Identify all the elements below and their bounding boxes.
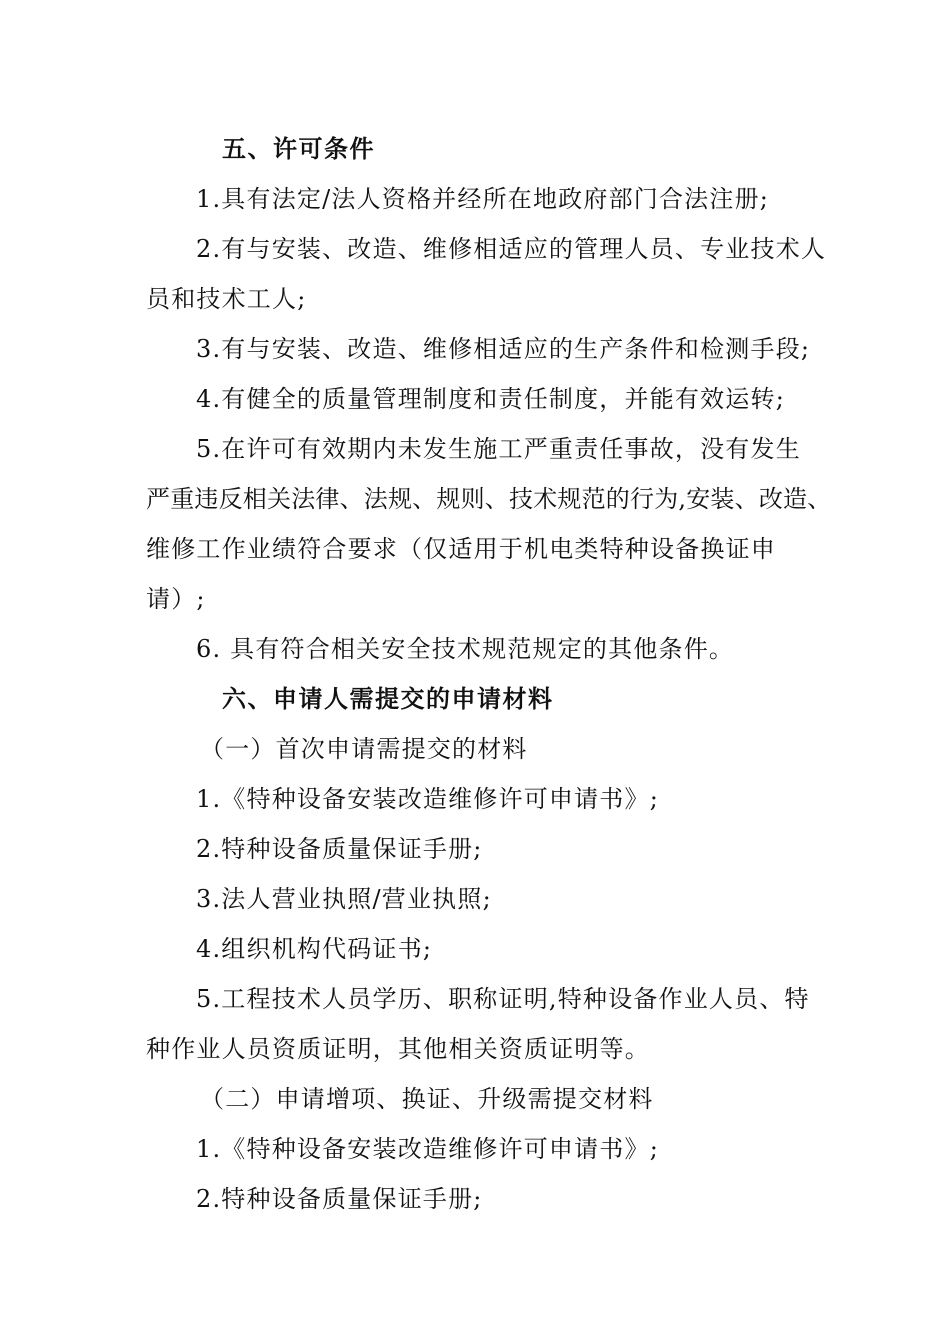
section-6-heading: 六、申请人需提交的申请材料	[222, 685, 554, 713]
material-item-3: 3.法人营业执照/营业执照;	[196, 885, 492, 913]
condition-item-2: 2.有与安装、改造、维修相适应的管理人员、专业技术人	[196, 235, 827, 263]
material-item-2: 2.特种设备质量保证手册;	[196, 835, 483, 863]
condition-item-3: 3.有与安装、改造、维修相适应的生产条件和检测手段;	[196, 335, 811, 363]
subsection-1-title: （一）首次申请需提交的材料	[200, 735, 528, 763]
renewal-item-2: 2.特种设备质量保证手册;	[196, 1185, 483, 1213]
section-5-heading: 五、许可条件	[222, 135, 375, 163]
condition-item-2-cont: 员和技术工人;	[146, 285, 307, 313]
condition-item-6: 6. 具有符合相关安全技术规范规定的其他条件。	[196, 635, 735, 663]
material-item-5: 5.工程技术人员学历、职称证明,特种设备作业人员、特	[196, 985, 810, 1013]
condition-item-1: 1.具有法定/法人资格并经所在地政府部门合法注册;	[196, 185, 770, 213]
condition-item-4: 4.有健全的质量管理制度和责任制度，并能有效运转;	[196, 385, 785, 413]
condition-item-5-cont-2: 维修工作业绩符合要求（仅适用于机电类特种设备换证申	[146, 535, 776, 563]
material-item-5-cont: 种作业人员资质证明，其他相关资质证明等。	[146, 1035, 650, 1063]
renewal-item-1: 1.《特种设备安装改造维修许可申请书》;	[196, 1135, 659, 1163]
condition-item-5-cont-3: 请）;	[146, 585, 206, 613]
condition-item-5-cont-1: 严重违反相关法律、法规、规则、技术规范的行为,安装、改造、	[146, 485, 832, 513]
material-item-4: 4.组织机构代码证书;	[196, 935, 433, 963]
subsection-2-title: （二）申请增项、换证、升级需提交材料	[200, 1085, 654, 1113]
material-item-1: 1.《特种设备安装改造维修许可申请书》;	[196, 785, 659, 813]
condition-item-5: 5.在许可有效期内未发生施工严重责任事故，没有发生	[196, 435, 801, 463]
